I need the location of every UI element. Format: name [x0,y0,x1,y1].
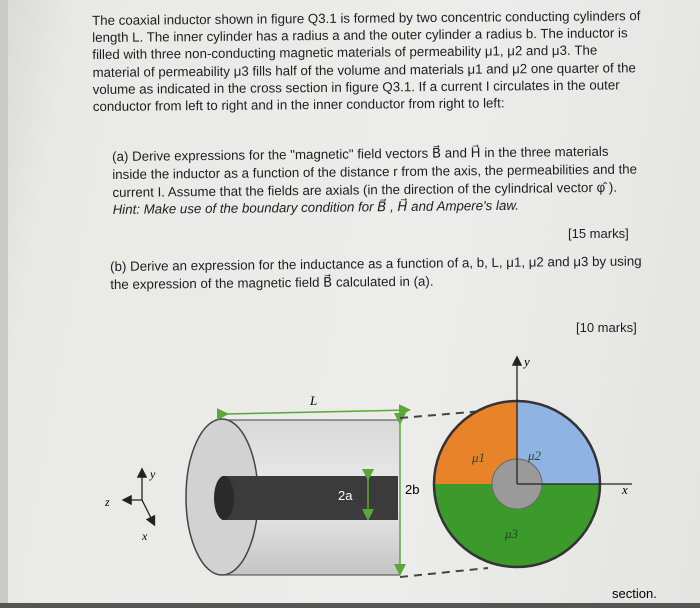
question-a-hint: Hint: Make use of the boundary condition for B⃗ , H⃗ and Ampere's law. [112,198,519,218]
length-label: L [310,393,318,408]
cross-section-x-label: x [622,482,628,497]
mu3-label: μ3 [505,526,519,541]
inner-cylinder-face [214,476,234,520]
dashed-line-bottom [400,568,488,577]
question-b-text: Derive an expression for the inductance as a function of a, b, L, μ1, μ2 and μ3 by using the expression of the magnetic field B⃗ calculated in (a). [110,253,642,292]
question-b-label: (b) [110,258,127,274]
question-a-text: Derive expressions for the "magnetic" field vectors B⃗ and H⃗ in the three materials inside the inductor as a function of the distance r from the axis, the permeabilities and the current I. Assume that the fields are axials (in the direction of the cylindrical vector φ̂ ). [112,143,638,200]
inner-cylinder [222,476,398,520]
cross-section-y-label: y [524,354,530,369]
inner-diameter-label: 2a [338,488,353,503]
frame-y-label: y [150,467,156,481]
frame-x-label: x [142,529,148,543]
length-arrow [226,410,408,414]
question-a-marks: [15 marks] [568,226,629,241]
caption-fragment: section. [612,586,657,601]
question-b-marks: [10 marks] [576,320,637,335]
outer-diameter-label: 2b [405,482,420,497]
frame-x-axis [142,500,154,524]
intro-paragraph: The coaxial inductor shown in figure Q3.1 is formed by two concentric conducting cylinders of length L. The inner cylinder has a radius a and the outer cylinder a radius b. The inductor is filled with three non-conducting magnetic materials of permeability μ1, μ2 and μ3. The material of permeability μ3 fills half of the volume and materials μ1 and μ2 one quarter of the volume as indicated in the cross section in figure Q3.1. If a current I circulates in the outer conductor from left to right and in the inner conductor from right to left: [92,8,641,115]
mu2-label: μ2 [528,448,542,463]
mu1-label: μ1 [472,450,486,465]
question-a-label: (a) [112,148,129,164]
frame-z-label: z [105,495,110,509]
